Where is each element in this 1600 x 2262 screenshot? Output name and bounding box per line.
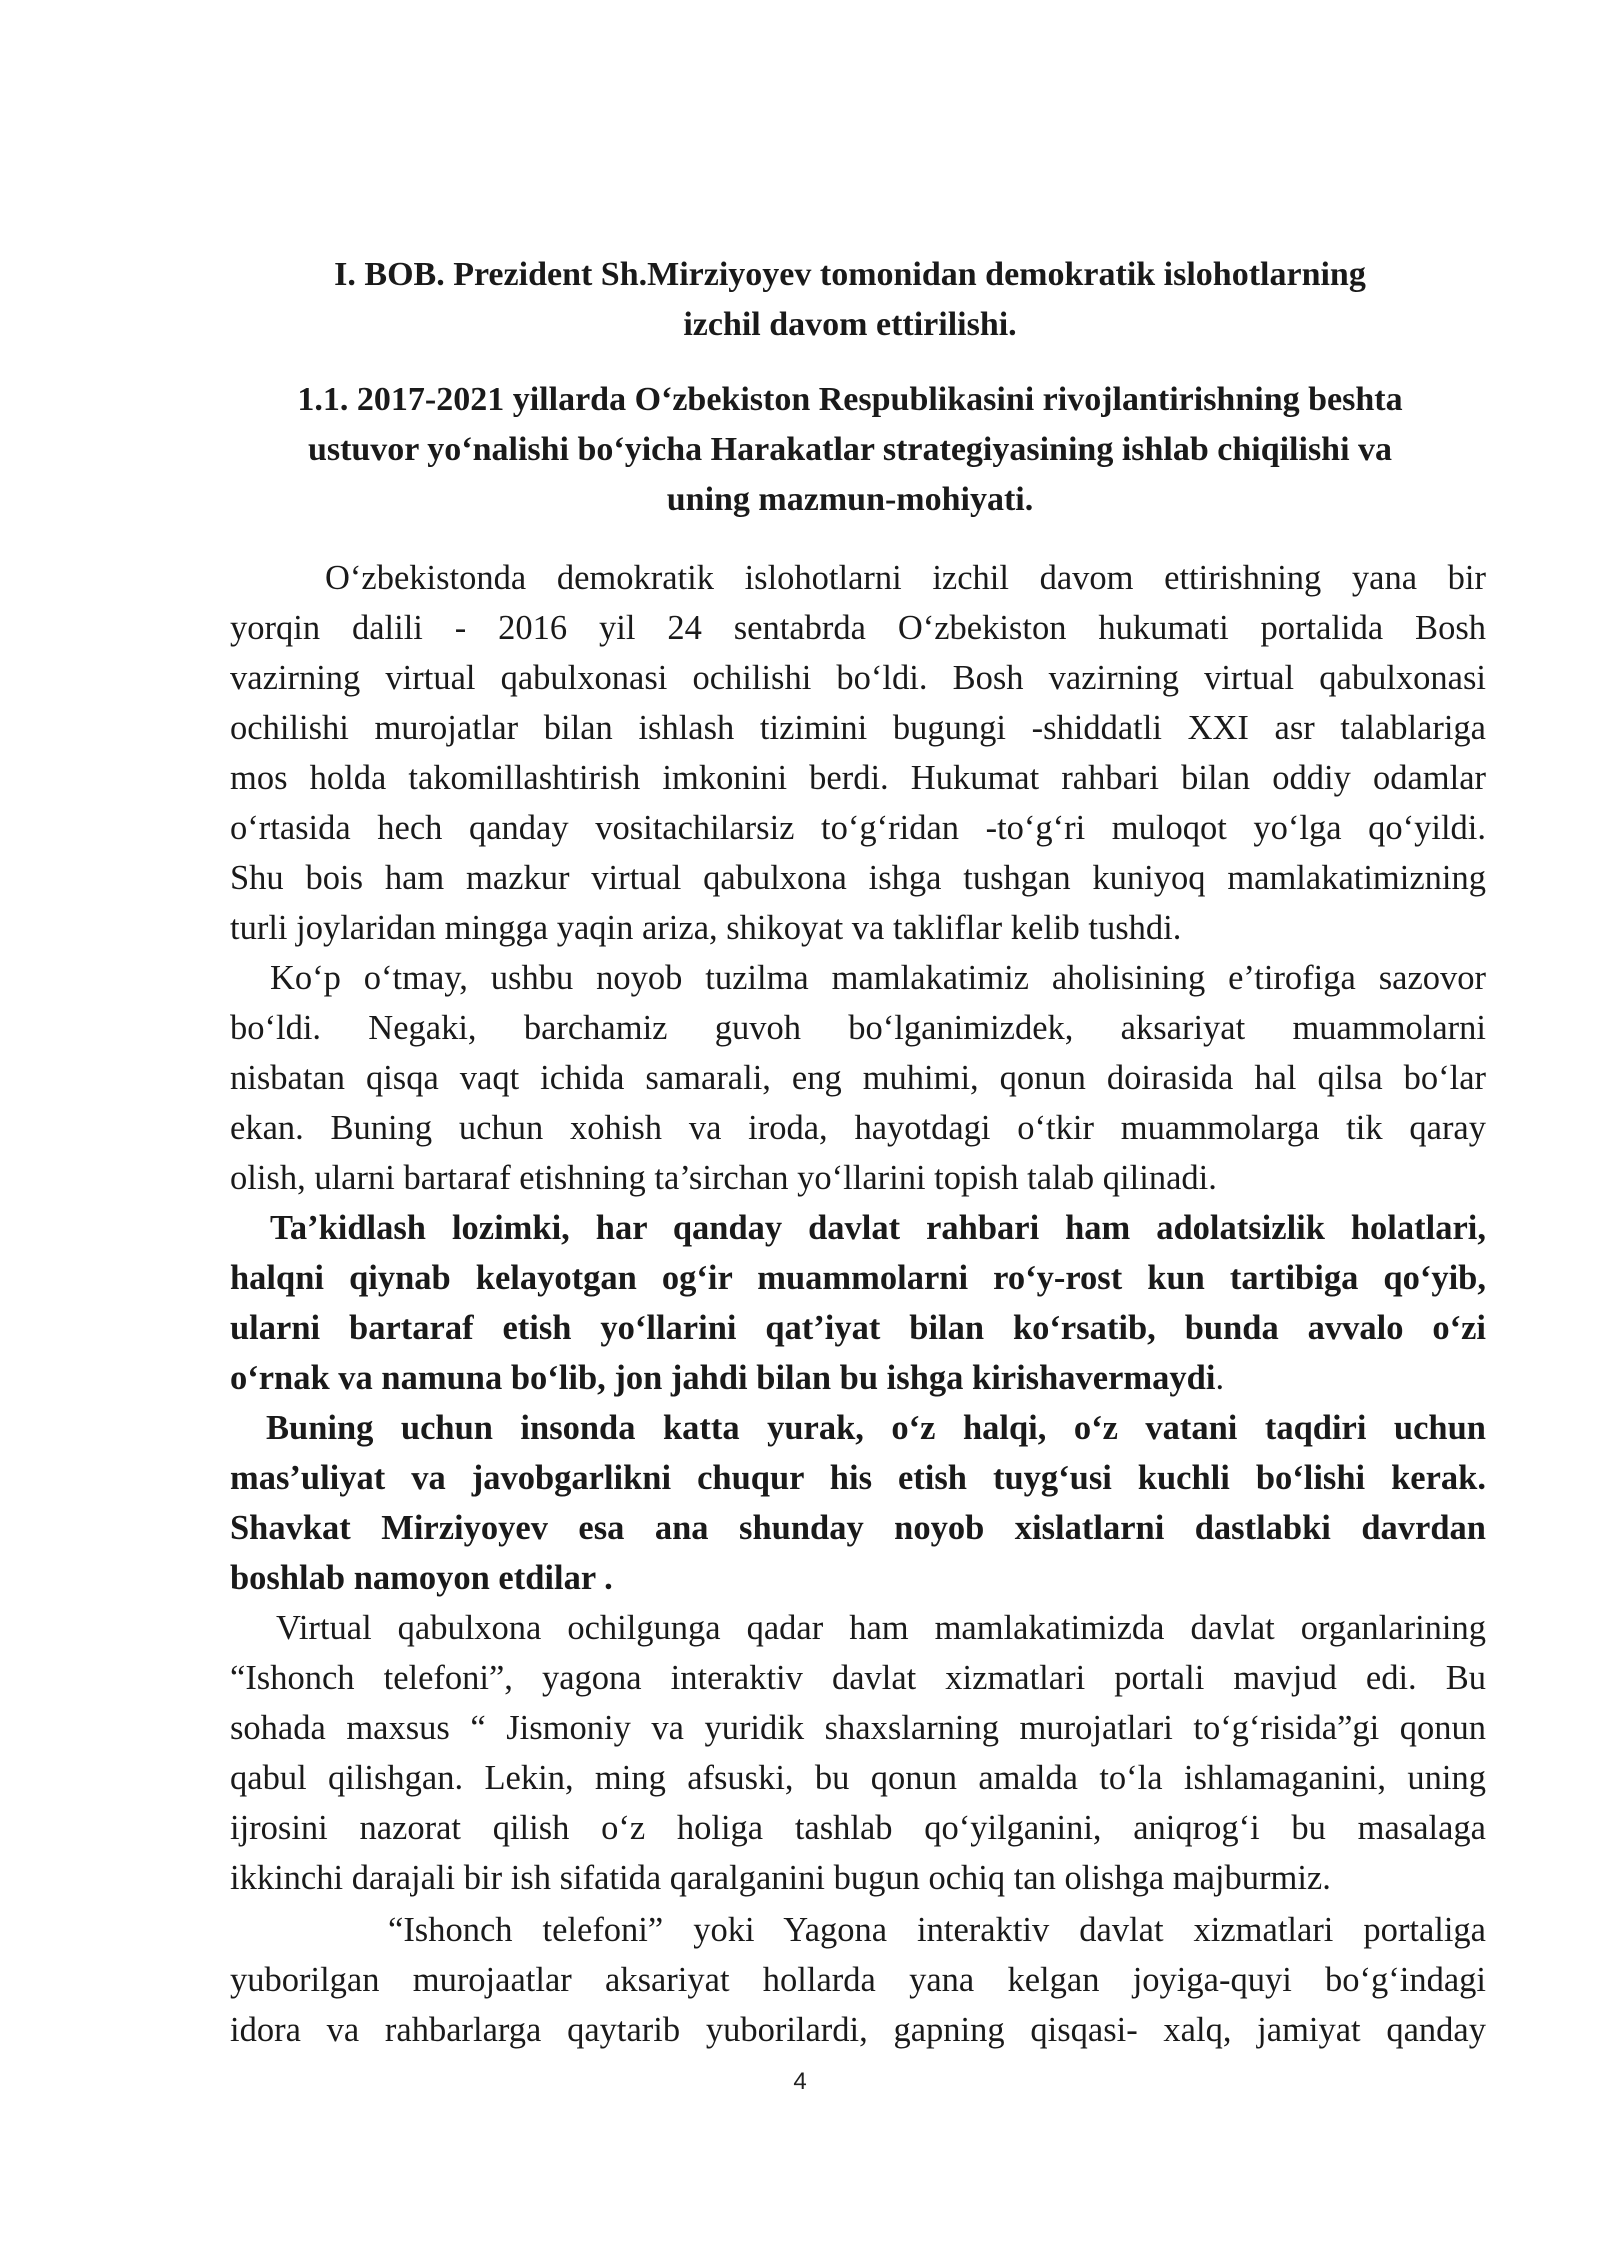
paragraph-line: ularni bartaraf etish yo‘llarini qat’iyat bilan ko‘rsatib, bunda avvalo o‘zi	[230, 1309, 1486, 1347]
paragraph-line: turli joylaridan mingga yaqin ariza, shikoyat va takliflar kelib tushdi.	[230, 909, 1182, 947]
paragraph-line: Virtual qabulxona ochilgunga qadar ham mamlakatimizda davlat organlarining	[276, 1609, 1486, 1647]
period-text: .	[1215, 1359, 1225, 1397]
paragraph-line: mos holda takomillashtirish imkonini berdi. Hukumat rahbari bilan oddiy odamlar	[230, 759, 1486, 797]
paragraph-line: yuborilgan murojaatlar aksariyat hollarda yana kelgan joyiga-quyi bo‘g‘indagi	[230, 1961, 1486, 1999]
paragraph-line	[230, 1353, 1486, 1403]
paragraph-line: Ko‘p o‘tmay, ushbu noyob tuzilma mamlakatimiz aholisining e’tirofiga sazovor	[270, 959, 1486, 997]
section-title	[230, 375, 1470, 525]
paragraph-line: o‘rtasida hech qanday vositachilarsiz to‘g‘ridan -to‘g‘ri muloqot yo‘lga qo‘yildi.	[230, 809, 1486, 847]
paragraph-line: ochilishi murojatlar bilan ishlash tizimini bugungi -shiddatli XXI asr talablariga	[230, 709, 1486, 747]
paragraph-line: Ta’kidlash lozimki, har qanday davlat rahbari ham adolatsizlik holatlari,	[270, 1209, 1486, 1247]
paragraph-line: boshlab namoyon etdilar .	[230, 1559, 613, 1597]
paragraph-line: idora va rahbarlarga qaytarib yuborilardi, gapning qisqasi- xalq, jamiyat qanday	[230, 2011, 1486, 2049]
paragraph-line: halqni qiynab kelayotgan og‘ir muammolarni ro‘y-rost kun tartibiga qo‘yib,	[230, 1259, 1486, 1297]
paragraph-line: “Ishonch telefoni” yoki Yagona interaktiv davlat xizmatlari portaliga	[388, 1911, 1486, 1949]
paragraph-line: yorqin dalili - 2016 yil 24 sentabrda O‘zbekiston hukumati portalida Bosh	[230, 609, 1486, 647]
paragraph-line: olish, ularni bartaraf etishning ta’sirchan yo‘llarini topish talab qilinadi.	[230, 1159, 1217, 1197]
paragraph-line: bo‘ldi. Negaki, barchamiz guvoh bo‘lganimizdek, aksariyat muammolarni	[230, 1009, 1486, 1047]
paragraph-line: ekan. Buning uchun xohish va iroda, hayotdagi o‘tkir muammolarga tik qaray	[230, 1109, 1486, 1147]
paragraph-line: vazirning virtual qabulxonasi ochilishi bo‘ldi. Bosh vazirning virtual qabulxonasi	[230, 659, 1486, 697]
paragraph-line: Buning uchun insonda katta yurak, o‘z halqi, o‘z vatani taqdiri uchun	[266, 1409, 1486, 1447]
paragraph-line: Shavkat Mirziyoyev esa ana shunday noyob xislatlarni dastlabki davrdan	[230, 1509, 1486, 1547]
chapter-title-line: I. BOB. Prezident Sh.Mirziyoyev tomonidan demokratik islohotlarning	[334, 256, 1366, 293]
section-title-line: ustuvor yo‘nalishi bo‘yicha Harakatlar strategiyasining ishlab chiqilishi va	[307, 431, 1393, 468]
paragraph-line: ikkinchi darajali bir ish sifatida qaralganini bugun ochiq tan olishga majburmiz.	[230, 1859, 1331, 1897]
bold-text: o‘rnak va namuna bo‘lib, jon jahdi bilan bu ishga kirishavermaydi	[230, 1359, 1216, 1397]
page-number: 4	[793, 2068, 807, 2095]
paragraph-line: qabul qilishgan. Lekin, ming afsuski, bu qonun amalda to‘la ishlamaganini, uning	[230, 1759, 1486, 1797]
paragraph-line: sohada maxsus “ Jismoniy va yuridik shaxslarning murojatlari to‘g‘risida”gi qonun	[230, 1709, 1486, 1747]
section-title-line: 1.1. 2017-2021 yillarda O‘zbekiston Respublikasini rivojlantirishning beshta	[297, 381, 1403, 418]
paragraph-line: Shu bois ham mazkur virtual qabulxona ishga tushgan kuniyoq mamlakatimizning	[230, 859, 1486, 897]
paragraph-line: mas’uliyat va javobgarlikni chuqur his etish tuyg‘usi kuchli bo‘lishi kerak.	[230, 1459, 1486, 1497]
paragraph-line: “Ishonch telefoni”, yagona interaktiv davlat xizmatlari portali mavjud edi. Bu	[230, 1659, 1486, 1697]
paragraph-line: nisbatan qisqa vaqt ichida samarali, eng muhimi, qonun doirasida hal qilsa bo‘lar	[230, 1059, 1486, 1097]
chapter-title	[230, 250, 1470, 350]
paragraph-line: O‘zbekistonda demokratik islohotlarni izchil davom ettirishning yana bir	[325, 559, 1486, 597]
section-title-line: uning mazmun-mohiyati.	[666, 481, 1034, 518]
paragraph-line: ijrosini nazorat qilish o‘z holiga tashlab qo‘yilganini, aniqrog‘i bu masalaga	[230, 1809, 1486, 1847]
chapter-title-line: izchil davom ettirilishi.	[683, 306, 1017, 343]
